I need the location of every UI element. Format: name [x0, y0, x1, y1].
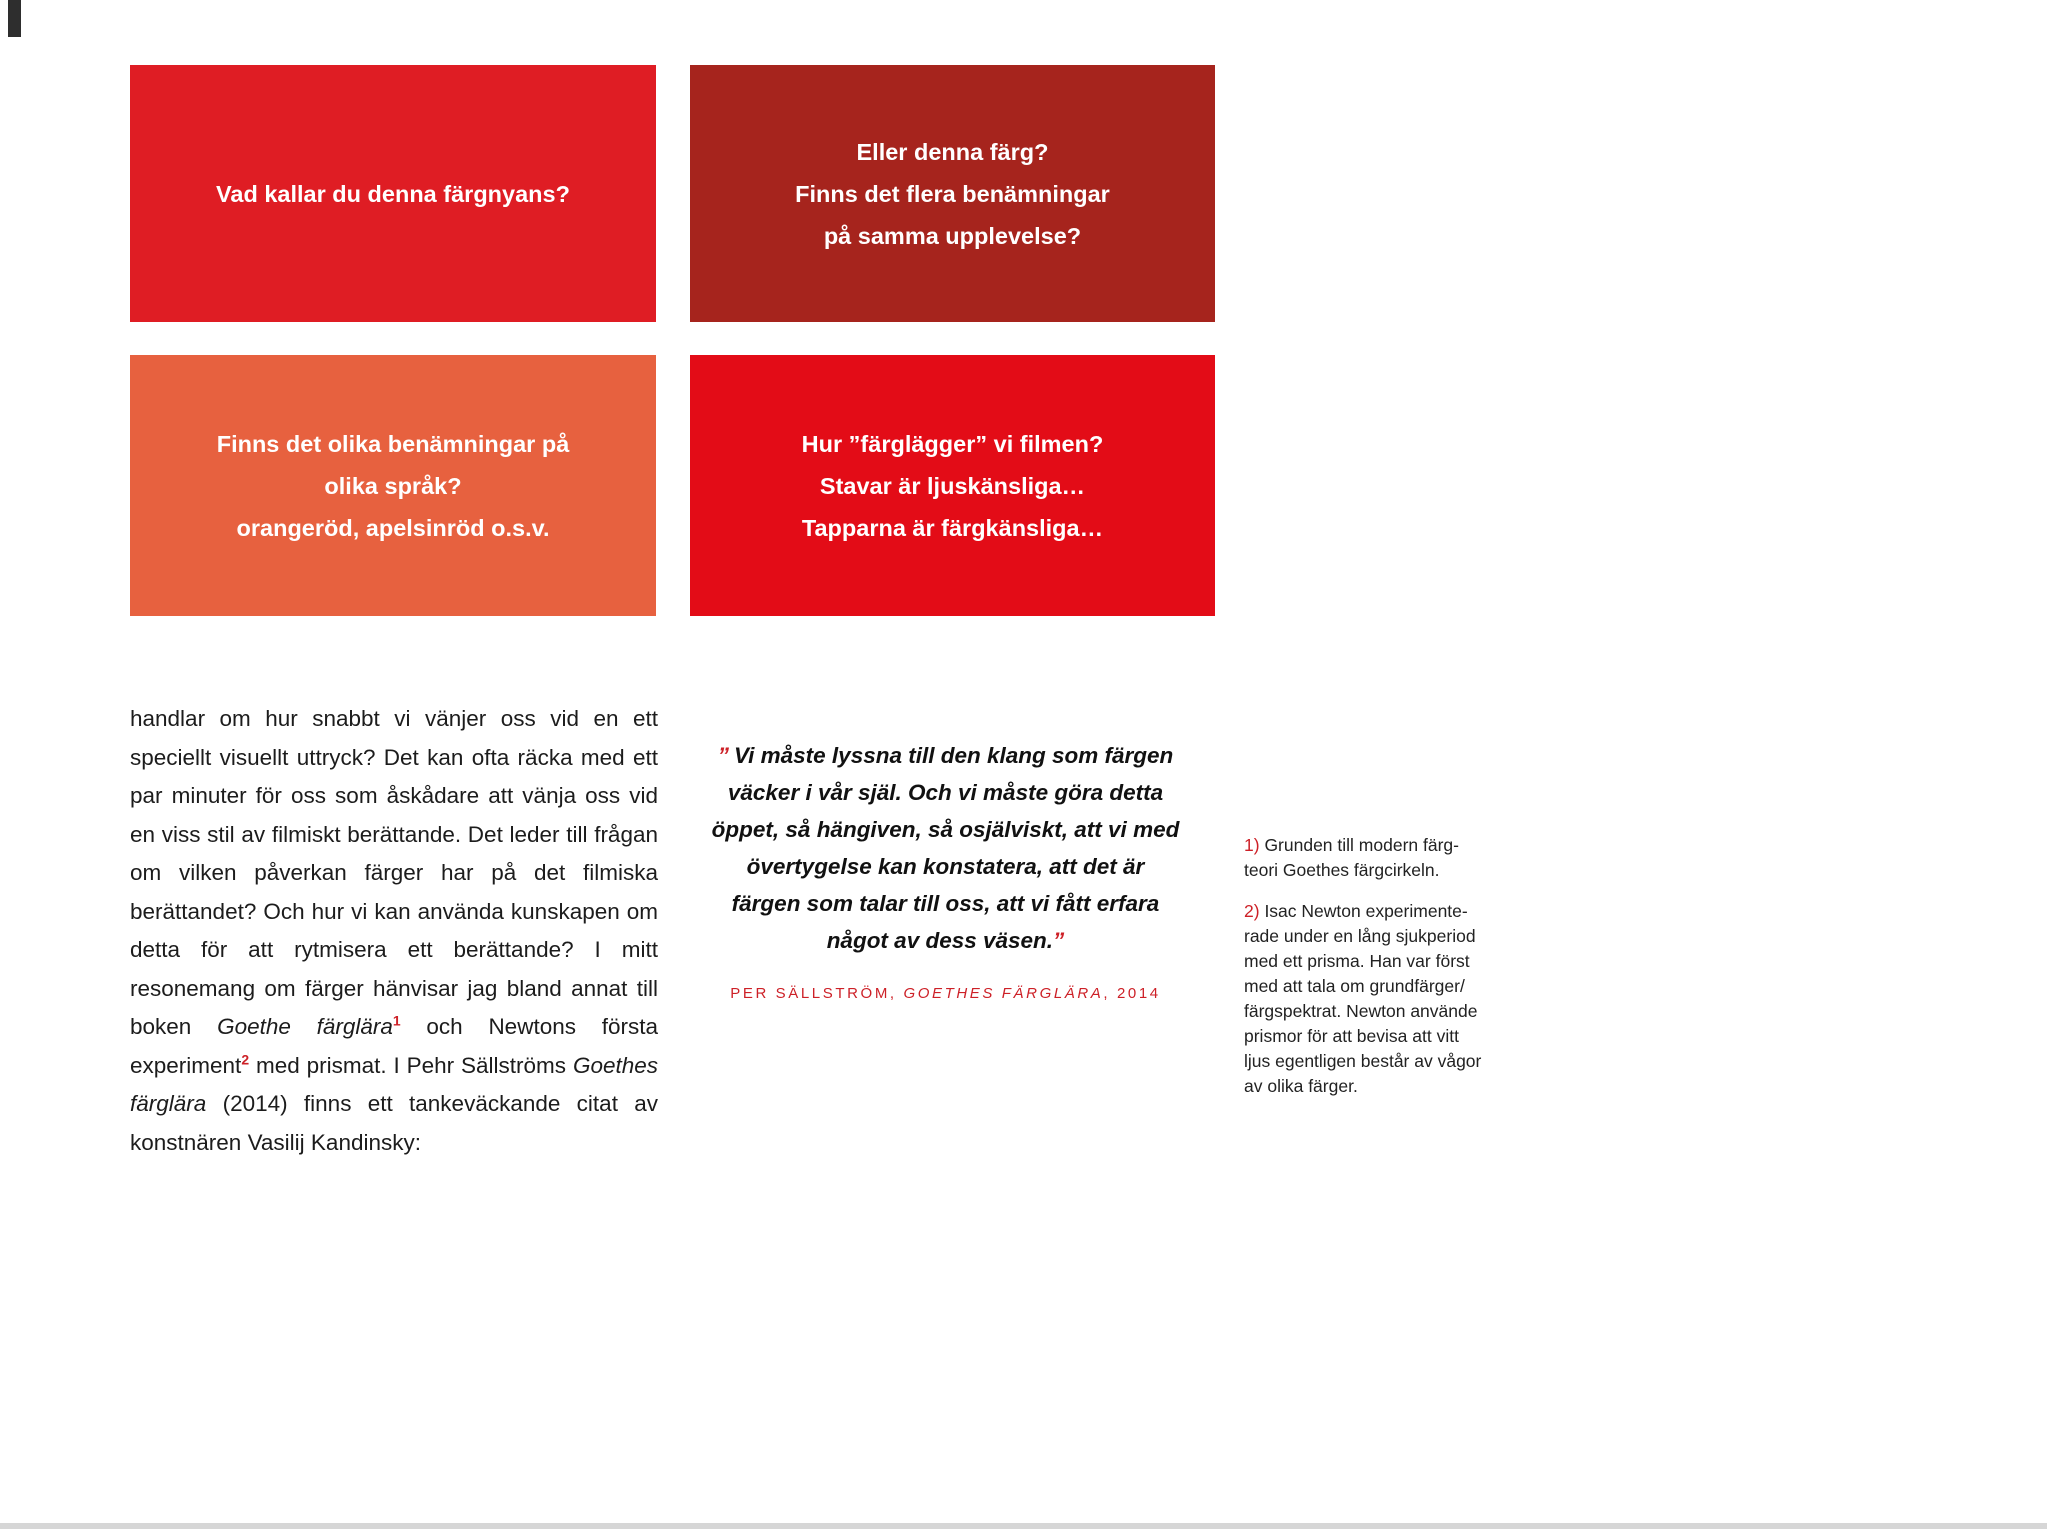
box-text-line: Finns det flera benämningar	[795, 180, 1110, 207]
quote-attribution	[688, 985, 1203, 1002]
footnote-line: färgspektrat. Newton använde	[1244, 1001, 1478, 1021]
footnote-line: rade under en lång sjukperiod	[1244, 926, 1476, 946]
footnote-line: ljus egentligen består av vågor	[1244, 1051, 1482, 1071]
book-title: Goethe färglära	[217, 1014, 393, 1039]
footnote-line: med ett prisma. Han var först	[1244, 951, 1470, 971]
quote-text	[688, 737, 1203, 959]
box-text-line: olika språk?	[324, 472, 462, 499]
footnote-2	[1244, 899, 1514, 1099]
attribution-run: , 2014	[1103, 985, 1161, 1002]
body-run: (2014) finns ett tankeväckande citat av konstnären Vasilij Kandinsky:	[130, 1091, 658, 1155]
footnote-line: prismor för att bevisa att vitt	[1244, 1026, 1459, 1046]
footnote-ref-2: 2	[241, 1051, 250, 1067]
footnote-line: med att tala om grundfärger/	[1244, 976, 1465, 996]
quote-line: Vi måste lyssna till den klang som färgen	[733, 743, 1174, 768]
quote-line: övertygelse kan konstatera, att det är	[746, 854, 1145, 879]
page-edge-mark	[8, 0, 21, 37]
body-run: handlar om hur snabbt vi vänjer oss vid en ett speciellt visuellt uttryck? Det kan ofta räcka med ett par minuter för oss som åskådare att vänja oss vid en viss stil av filmiskt berättande. Det leder till frågan om vilken påverkan färger har på det filmiska berättandet? Och hur vi kan använda kunskapen om detta för att rytmisera ett berättande? I mitt resonemang om färger hänvisar jag bland annat till boken	[130, 706, 658, 1039]
color-box-bright-red	[690, 355, 1215, 616]
quote-line: något av dess väsen.	[826, 928, 1054, 953]
body-run: med prismat. I Pehr Sällströms	[249, 1052, 573, 1078]
close-quote-mark: ”	[1053, 928, 1065, 953]
footnote-line: av olika färger.	[1244, 1076, 1358, 1096]
color-box-red	[130, 65, 656, 322]
body-run: och Newtons första experiment	[130, 1014, 658, 1078]
box-text-line: Stavar är ljuskänsliga…	[819, 472, 1086, 499]
body-paragraph	[130, 700, 658, 1162]
attribution-run: PER SÄLLSTRÖM,	[730, 985, 904, 1002]
quote-line: öppet, så hängiven, så osjälviskt, att vi med	[711, 817, 1180, 842]
box-text-line: Vad kallar du denna färgnyans?	[216, 180, 570, 207]
footnote-ref-1: 1	[392, 1012, 401, 1029]
kandinsky-quote	[688, 737, 1203, 1002]
box-text-line: Hur ”färglägger” vi filmen?	[801, 430, 1104, 457]
footnote-marker: 2)	[1244, 901, 1260, 921]
color-box-orange-red	[130, 355, 656, 616]
quote-line: väcker i vår själ. Och vi måste göra detta	[727, 780, 1164, 805]
attribution-book-title: GOETHES FÄRGLÄRA	[903, 985, 1104, 1002]
open-quote-mark: ”	[717, 743, 729, 768]
footnote-line: Grunden till modern färg-	[1264, 835, 1459, 855]
page-bottom-edge	[0, 1523, 2047, 1529]
book-title: Goethes färglära	[130, 1052, 658, 1116]
box-text-line: Eller denna färg?	[856, 138, 1049, 165]
box-text-line: Tapparna är färgkänsliga…	[801, 514, 1104, 541]
footnote-1	[1244, 833, 1514, 883]
quote-line: färgen som talar till oss, att vi fått erfara	[731, 891, 1160, 916]
color-box-dark-red	[690, 65, 1215, 322]
box-text-line: på samma upplevelse?	[823, 222, 1082, 249]
footnote-line: Isac Newton experimente-	[1264, 901, 1468, 921]
footnotes-column	[1244, 833, 1514, 1115]
footnote-marker: 1)	[1244, 835, 1260, 855]
box-text-line: orangeröd, apelsinröd o.s.v.	[236, 514, 550, 541]
footnote-line: teori Goethes färgcirkeln.	[1244, 860, 1440, 880]
box-text-line: Finns det olika benämningar på	[216, 430, 570, 457]
